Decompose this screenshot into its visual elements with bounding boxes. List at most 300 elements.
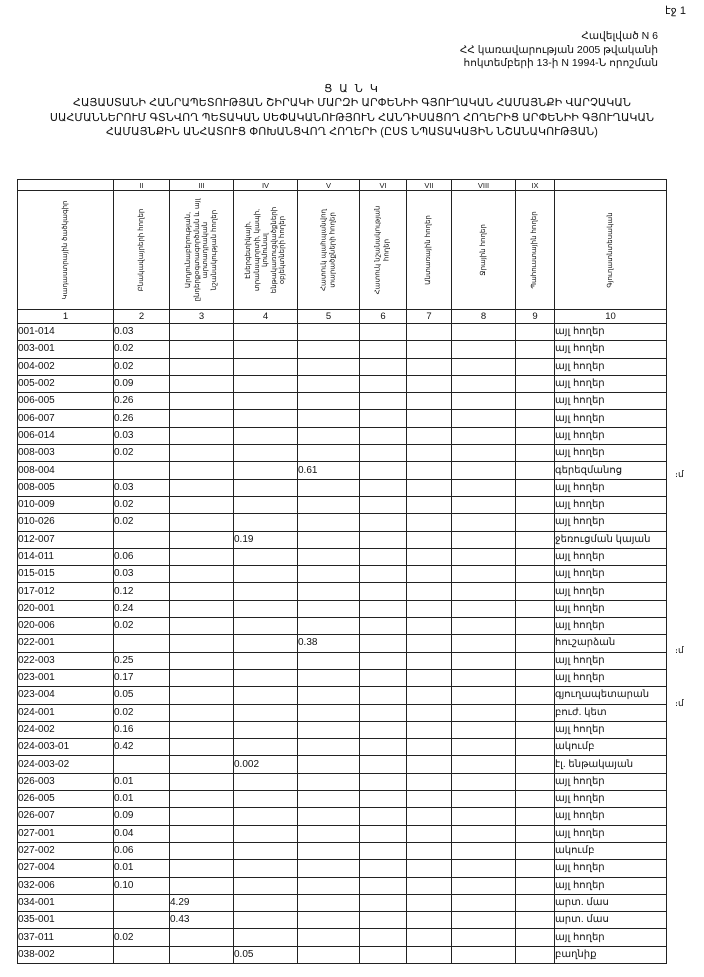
water-land-cell [452, 514, 516, 531]
reserve-land-cell [516, 721, 555, 738]
purpose-cell: այլ հողեր [555, 410, 667, 427]
roman-8: VIII [452, 180, 516, 191]
table-row [18, 669, 667, 686]
settlement-land-cell: 0.02 [114, 704, 170, 721]
purpose-cell: ջեռուցման կայան [555, 531, 667, 548]
col-number-1: 1 [18, 310, 114, 324]
cadastral-code-cell: 026-007 [18, 808, 114, 825]
infrastructure-land-cell [234, 652, 298, 669]
forest-land-cell [407, 946, 452, 963]
water-land-cell [452, 375, 516, 392]
purpose-cell: այլ հողեր [555, 514, 667, 531]
special-land-cell [360, 877, 407, 894]
forest-land-cell [407, 825, 452, 842]
table-row [18, 462, 667, 479]
special-land-cell [360, 600, 407, 617]
industrial-land-cell [170, 462, 234, 479]
special-land-cell [360, 860, 407, 877]
forest-land-cell [407, 341, 452, 358]
purpose-cell: արտ. մաս [555, 894, 667, 911]
reserve-land-cell [516, 341, 555, 358]
reserve-land-cell [516, 756, 555, 773]
industrial-land-cell [170, 756, 234, 773]
cadastral-code-cell: 001-014 [18, 324, 114, 341]
table-row [18, 929, 667, 946]
header-special-land: Հատուկ նշանակության հողեր [360, 191, 407, 310]
table-row [18, 324, 667, 341]
infrastructure-land-cell [234, 721, 298, 738]
roman-4: IV [234, 180, 298, 191]
infrastructure-land-cell [234, 583, 298, 600]
settlement-land-cell: 0.17 [114, 669, 170, 686]
purpose-cell: այլ հողեր [555, 669, 667, 686]
forest-land-cell [407, 721, 452, 738]
header-reserve-land: Պահուստային հողեր [516, 191, 555, 310]
table-row [18, 618, 667, 635]
cadastral-code-cell: 006-014 [18, 427, 114, 444]
purpose-cell: բուժ. կետ [555, 704, 667, 721]
purpose-cell: այլ հողեր [555, 496, 667, 513]
cadastral-code-cell: 006-007 [18, 410, 114, 427]
protected-land-cell [298, 496, 360, 513]
water-land-cell [452, 669, 516, 686]
cadastral-code-cell: 035-001 [18, 912, 114, 929]
purpose-cell: այլ հողեր [555, 600, 667, 617]
table-row [18, 825, 667, 842]
water-land-cell [452, 756, 516, 773]
header-forest-land: Անտառային հողեր [407, 191, 452, 310]
reserve-land-cell [516, 410, 555, 427]
cadastral-code-cell: 023-001 [18, 669, 114, 686]
forest-land-cell [407, 324, 452, 341]
table-row [18, 912, 667, 929]
reserve-land-cell [516, 669, 555, 686]
industrial-land-cell [170, 704, 234, 721]
header-settlement-land: Բնակավայրերի հողեր [114, 191, 170, 310]
industrial-land-cell [170, 375, 234, 392]
reserve-land-cell [516, 462, 555, 479]
special-land-cell [360, 929, 407, 946]
table-row [18, 427, 667, 444]
reserve-land-cell [516, 773, 555, 790]
settlement-land-cell: 0.26 [114, 393, 170, 410]
water-land-cell [452, 791, 516, 808]
forest-land-cell [407, 756, 452, 773]
settlement-land-cell: 0.04 [114, 825, 170, 842]
water-land-cell [452, 946, 516, 963]
industrial-land-cell [170, 721, 234, 738]
infrastructure-land-cell [234, 566, 298, 583]
purpose-cell: հուշարձան [555, 635, 667, 652]
protected-land-cell [298, 860, 360, 877]
reserve-land-cell [516, 652, 555, 669]
forest-land-cell [407, 514, 452, 531]
table-row [18, 808, 667, 825]
water-land-cell [452, 600, 516, 617]
land-list-table [17, 179, 667, 964]
reserve-land-cell [516, 358, 555, 375]
forest-land-cell [407, 877, 452, 894]
water-land-cell [452, 739, 516, 756]
infrastructure-land-cell [234, 791, 298, 808]
annex-line-3: հոկտեմբերի 13-ի N 1994-Ն որոշման [463, 57, 658, 69]
protected-land-cell [298, 894, 360, 911]
header-agricultural: Գյուղատնտեսական [555, 191, 667, 310]
forest-land-cell [407, 583, 452, 600]
water-land-cell [452, 479, 516, 496]
infrastructure-land-cell [234, 600, 298, 617]
roman-1 [18, 180, 114, 191]
special-land-cell [360, 669, 407, 686]
settlement-land-cell: 0.01 [114, 791, 170, 808]
infrastructure-land-cell [234, 808, 298, 825]
reserve-land-cell [516, 583, 555, 600]
table-row [18, 721, 667, 738]
col-number-2: 2 [114, 310, 170, 324]
industrial-land-cell [170, 341, 234, 358]
forest-land-cell [407, 445, 452, 462]
col-number-5: 5 [298, 310, 360, 324]
industrial-land-cell [170, 773, 234, 790]
water-land-cell [452, 687, 516, 704]
forest-land-cell [407, 462, 452, 479]
water-land-cell [452, 531, 516, 548]
reserve-land-cell [516, 704, 555, 721]
infrastructure-land-cell [234, 618, 298, 635]
industrial-land-cell [170, 739, 234, 756]
col-number-4: 4 [234, 310, 298, 324]
infrastructure-land-cell: 0.05 [234, 946, 298, 963]
purpose-cell: այլ հողեր [555, 341, 667, 358]
header-protected-land: Հատուկ պահպանվող տարածքների հողեր [298, 191, 360, 310]
water-land-cell [452, 410, 516, 427]
table-row [18, 375, 667, 392]
table-row [18, 479, 667, 496]
reserve-land-cell [516, 445, 555, 462]
infrastructure-land-cell [234, 427, 298, 444]
infrastructure-land-cell [234, 842, 298, 859]
infrastructure-land-cell [234, 894, 298, 911]
table-row [18, 583, 667, 600]
purpose-cell: այլ հողեր [555, 427, 667, 444]
settlement-land-cell [114, 946, 170, 963]
special-land-cell [360, 721, 407, 738]
table-row [18, 548, 667, 565]
reserve-land-cell [516, 825, 555, 842]
industrial-land-cell: 4.29 [170, 894, 234, 911]
reserve-land-cell [516, 877, 555, 894]
document-title [0, 82, 704, 140]
roman-10 [555, 180, 667, 191]
forest-land-cell [407, 652, 452, 669]
settlement-land-cell: 0.01 [114, 773, 170, 790]
water-land-cell [452, 721, 516, 738]
forest-land-cell [407, 393, 452, 410]
cadastral-code-cell: 024-003-01 [18, 739, 114, 756]
table-row [18, 791, 667, 808]
forest-land-cell [407, 618, 452, 635]
margin-mark: ։մ [675, 697, 684, 708]
industrial-land-cell [170, 600, 234, 617]
protected-land-cell [298, 531, 360, 548]
table-row [18, 756, 667, 773]
table-row [18, 600, 667, 617]
reserve-land-cell [516, 860, 555, 877]
purpose-cell: այլ հողեր [555, 652, 667, 669]
cadastral-code-cell: 012-007 [18, 531, 114, 548]
special-land-cell [360, 324, 407, 341]
purpose-cell: այլ հողեր [555, 393, 667, 410]
purpose-cell: այլ հողեր [555, 375, 667, 392]
water-land-cell [452, 773, 516, 790]
protected-land-cell [298, 739, 360, 756]
forest-land-cell [407, 496, 452, 513]
industrial-land-cell [170, 427, 234, 444]
special-land-cell [360, 635, 407, 652]
settlement-land-cell: 0.02 [114, 341, 170, 358]
reserve-land-cell [516, 687, 555, 704]
settlement-land-cell: 0.02 [114, 618, 170, 635]
settlement-land-cell [114, 635, 170, 652]
reserve-land-cell [516, 479, 555, 496]
forest-land-cell [407, 773, 452, 790]
header-water-land: Ջրային հողեր [452, 191, 516, 310]
forest-land-cell [407, 427, 452, 444]
protected-land-cell [298, 479, 360, 496]
cadastral-code-cell: 024-003-02 [18, 756, 114, 773]
cadastral-code-cell: 020-006 [18, 618, 114, 635]
protected-land-cell [298, 704, 360, 721]
col-number-8: 8 [452, 310, 516, 324]
header-cadastral-code: Կադաստրային ծածկագիր [18, 191, 114, 310]
protected-land-cell [298, 514, 360, 531]
margin-mark: ։մ [675, 468, 684, 479]
purpose-cell: այլ հողեր [555, 860, 667, 877]
settlement-land-cell: 0.03 [114, 479, 170, 496]
settlement-land-cell [114, 462, 170, 479]
settlement-land-cell: 0.03 [114, 324, 170, 341]
protected-land-cell [298, 358, 360, 375]
table-row [18, 566, 667, 583]
title-main: Ց Ա Ն Կ [324, 83, 380, 95]
infrastructure-land-cell [234, 825, 298, 842]
water-land-cell [452, 704, 516, 721]
reserve-land-cell [516, 842, 555, 859]
settlement-land-cell: 0.06 [114, 548, 170, 565]
forest-land-cell [407, 808, 452, 825]
water-land-cell [452, 912, 516, 929]
purpose-cell: այլ հողեր [555, 773, 667, 790]
cadastral-code-cell: 010-026 [18, 514, 114, 531]
reserve-land-cell [516, 496, 555, 513]
cadastral-code-cell: 024-001 [18, 704, 114, 721]
water-land-cell [452, 842, 516, 859]
roman-6: VI [360, 180, 407, 191]
reserve-land-cell [516, 946, 555, 963]
settlement-land-cell: 0.05 [114, 687, 170, 704]
special-land-cell [360, 462, 407, 479]
table-row [18, 687, 667, 704]
settlement-land-cell [114, 531, 170, 548]
protected-land-cell [298, 946, 360, 963]
infrastructure-land-cell [234, 635, 298, 652]
forest-land-cell [407, 566, 452, 583]
protected-land-cell [298, 618, 360, 635]
special-land-cell [360, 825, 407, 842]
reserve-land-cell [516, 635, 555, 652]
reserve-land-cell [516, 548, 555, 565]
purpose-cell: այլ հողեր [555, 548, 667, 565]
reserve-land-cell [516, 912, 555, 929]
cadastral-code-cell: 027-002 [18, 842, 114, 859]
reserve-land-cell [516, 393, 555, 410]
table-row [18, 531, 667, 548]
forest-land-cell [407, 704, 452, 721]
purpose-cell: այլ հողեր [555, 721, 667, 738]
cadastral-code-cell: 038-002 [18, 946, 114, 963]
settlement-land-cell [114, 894, 170, 911]
protected-land-cell: 0.38 [298, 635, 360, 652]
water-land-cell [452, 894, 516, 911]
reserve-land-cell [516, 618, 555, 635]
settlement-land-cell: 0.24 [114, 600, 170, 617]
cadastral-code-cell: 008-005 [18, 479, 114, 496]
purpose-cell: այլ հողեր [555, 445, 667, 462]
table-row [18, 341, 667, 358]
industrial-land-cell [170, 860, 234, 877]
industrial-land-cell [170, 479, 234, 496]
water-land-cell [452, 618, 516, 635]
infrastructure-land-cell [234, 324, 298, 341]
water-land-cell [452, 583, 516, 600]
forest-land-cell [407, 860, 452, 877]
protected-land-cell [298, 912, 360, 929]
industrial-land-cell [170, 687, 234, 704]
purpose-cell: այլ հողեր [555, 618, 667, 635]
roman-5: V [298, 180, 360, 191]
water-land-cell [452, 496, 516, 513]
reserve-land-cell [516, 791, 555, 808]
table-row [18, 894, 667, 911]
cadastral-code-cell: 014-011 [18, 548, 114, 565]
reserve-land-cell [516, 739, 555, 756]
special-land-cell [360, 773, 407, 790]
special-land-cell [360, 912, 407, 929]
reserve-land-cell [516, 427, 555, 444]
table-row [18, 860, 667, 877]
protected-land-cell: 0.61 [298, 462, 360, 479]
water-land-cell [452, 358, 516, 375]
special-land-cell [360, 842, 407, 859]
special-land-cell [360, 704, 407, 721]
protected-land-cell [298, 808, 360, 825]
annex-line-1: Հավելված N 6 [581, 30, 658, 42]
header-industrial-land: Արդյունաբերության, ընդերքօգտագործման և այլ արտադրական նշանակության հողեր [170, 191, 234, 310]
infrastructure-land-cell [234, 445, 298, 462]
forest-land-cell [407, 739, 452, 756]
column-headers-row [18, 191, 667, 310]
forest-land-cell [407, 600, 452, 617]
table-row [18, 410, 667, 427]
table-row [18, 393, 667, 410]
industrial-land-cell [170, 652, 234, 669]
infrastructure-land-cell [234, 496, 298, 513]
purpose-cell: էլ. ենթակայան [555, 756, 667, 773]
forest-land-cell [407, 842, 452, 859]
protected-land-cell [298, 842, 360, 859]
reserve-land-cell [516, 566, 555, 583]
settlement-land-cell: 0.09 [114, 808, 170, 825]
infrastructure-land-cell [234, 462, 298, 479]
col-number-3: 3 [170, 310, 234, 324]
forest-land-cell [407, 687, 452, 704]
cadastral-code-cell: 017-012 [18, 583, 114, 600]
water-land-cell [452, 566, 516, 583]
protected-land-cell [298, 756, 360, 773]
industrial-land-cell [170, 635, 234, 652]
water-land-cell [452, 652, 516, 669]
industrial-land-cell [170, 324, 234, 341]
water-land-cell [452, 635, 516, 652]
roman-numerals-row [18, 180, 667, 191]
water-land-cell [452, 808, 516, 825]
industrial-land-cell [170, 445, 234, 462]
infrastructure-land-cell [234, 358, 298, 375]
cadastral-code-cell: 006-005 [18, 393, 114, 410]
purpose-cell: գյուղապետարան [555, 687, 667, 704]
special-land-cell [360, 583, 407, 600]
protected-land-cell [298, 652, 360, 669]
industrial-land-cell [170, 496, 234, 513]
settlement-land-cell: 0.06 [114, 842, 170, 859]
table-row [18, 514, 667, 531]
cadastral-code-cell: 027-004 [18, 860, 114, 877]
industrial-land-cell [170, 566, 234, 583]
roman-2: II [114, 180, 170, 191]
cadastral-code-cell: 023-004 [18, 687, 114, 704]
special-land-cell [360, 427, 407, 444]
industrial-land-cell [170, 669, 234, 686]
special-land-cell [360, 445, 407, 462]
table-row [18, 704, 667, 721]
infrastructure-land-cell: 0.19 [234, 531, 298, 548]
water-land-cell [452, 929, 516, 946]
settlement-land-cell: 0.02 [114, 514, 170, 531]
col-number-9: 9 [516, 310, 555, 324]
protected-land-cell [298, 877, 360, 894]
cadastral-code-cell: 004-002 [18, 358, 114, 375]
reserve-land-cell [516, 808, 555, 825]
purpose-cell: այլ հողեր [555, 929, 667, 946]
purpose-cell: այլ հողեր [555, 808, 667, 825]
cadastral-code-cell: 034-001 [18, 894, 114, 911]
reserve-land-cell [516, 894, 555, 911]
forest-land-cell [407, 894, 452, 911]
forest-land-cell [407, 375, 452, 392]
special-land-cell [360, 496, 407, 513]
industrial-land-cell [170, 842, 234, 859]
forest-land-cell [407, 548, 452, 565]
infrastructure-land-cell [234, 929, 298, 946]
forest-land-cell [407, 479, 452, 496]
industrial-land-cell [170, 531, 234, 548]
infrastructure-land-cell [234, 877, 298, 894]
settlement-land-cell [114, 756, 170, 773]
special-land-cell [360, 479, 407, 496]
reserve-land-cell [516, 600, 555, 617]
table-row [18, 773, 667, 790]
column-numbers-row [18, 310, 667, 324]
